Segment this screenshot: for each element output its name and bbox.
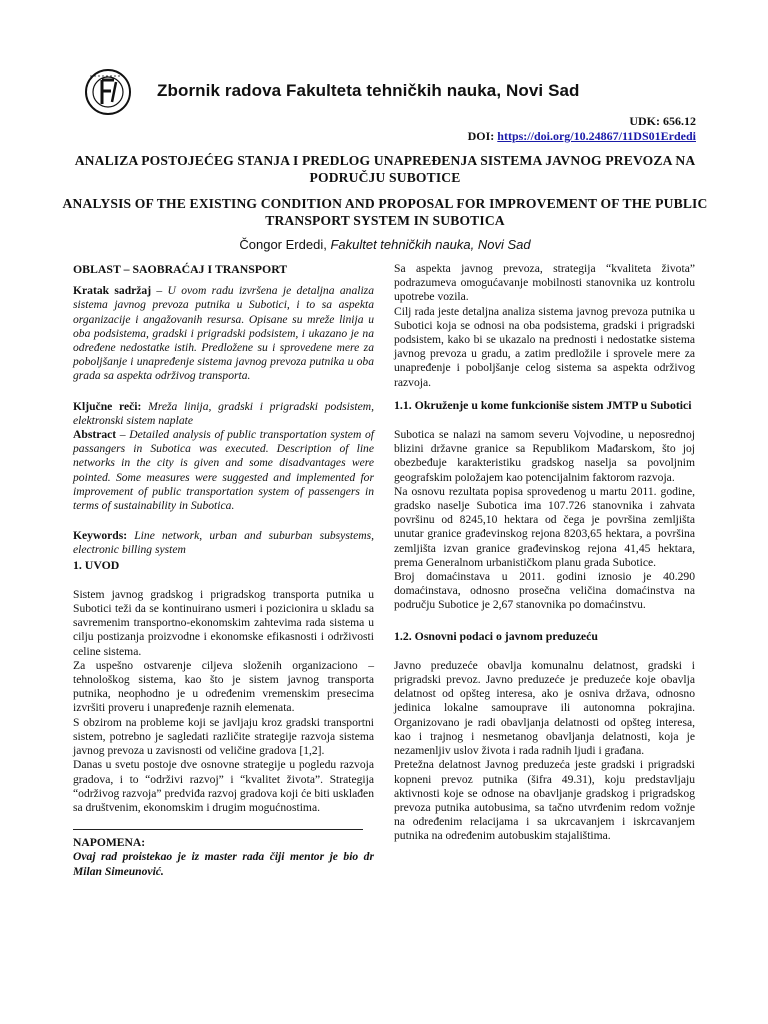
- faculty-logo-icon: [72, 66, 144, 118]
- title-serbian: ANALIZA POSTOJEĆEG STANJA I PREDLOG UNAPREĐENJA SISTEMA JAVNOG PREVOZA NA PODRUČJU SUBOTICE: [74, 153, 696, 185]
- article-meta: [468, 114, 696, 144]
- right-paragraph-2: Cilj rada jeste detaljna analiza sistema javnog prevoza putnika u Subotici koja se odnosi na oba podsistema, gradski i prigradski podsistem, kako bi se ukazalo na prednosti i nedostatke sistema javnog prevoza u gradu, a zatim predložile i sprovele mere za unapređenje i poboljšanje celog sistema sa aspekta održivog razvoja.: [394, 304, 695, 389]
- title-english: ANALYSIS OF THE EXISTING CONDITION AND PROPOSAL FOR IMPROVEMENT OF THE PUBLIC TRANSPORT SYSTEM IN SUBOTICA: [62, 196, 708, 228]
- author-affiliation: Fakultet tehničkih nauka, Novi Sad: [330, 237, 531, 252]
- abstract-label: Abstract: [73, 428, 117, 442]
- left-column: [73, 262, 374, 879]
- note-text: Ovaj rad proistekao je iz master rada čiji mentor je bio dr Milan Simeunović.: [73, 850, 374, 878]
- keywords-en-paragraph: [73, 529, 374, 557]
- area-heading: OBLAST – SAOBRAĆAJ I TRANSPORT: [73, 262, 288, 276]
- udk-code: UDK: 656.12: [629, 114, 696, 128]
- abstract-paragraph: [73, 428, 374, 513]
- author-line: [60, 237, 710, 252]
- intro-paragraph-4: Danas u svetu postoje dve osnovne strategije u pogledu razvoja gradova, i to “održivi razvoj” i “kvalitet života”. Strategija “održivog razvoja” predviđa razvoj gradova koji će biti usklađen sa društvenim, ekonomskim i drugim mogućnostima.: [73, 758, 374, 814]
- abstract-text: – Detailed analysis of public transportation system of passangers in Subotica was executed. Description of line networks in the city is given and some disadvantages were pointed. Some measures were suggested and implemented for improvement of public transportation system of passengers in terms of sustainability in Subotica.: [73, 428, 374, 513]
- intro-heading: 1. UVOD: [73, 557, 120, 572]
- keywords-en-text: Line network, urban and suburban subsystems, electronic billing system: [73, 529, 374, 557]
- journal-header: [72, 66, 712, 118]
- keywords-sr-label: Ključne reči:: [73, 399, 142, 413]
- doi-line: [468, 129, 696, 144]
- right-paragraph-4: Na osnovu rezultata popisa sprovedenog u martu 2011. godine, gradsko naselje Subotica ima 107.726 stanovnika i zahvata površinu od 8245,10 hektara od čega je površina zemljišta unutar granice građevinskog rejona 8203,65 hektara, a površina zemljišta izvan granice građevinskog rejona 41,45 hektara, prema Generalnom urbanističkom planu grada Subotice.: [394, 484, 695, 569]
- journal-title: Zbornik radova Fakulteta tehničkih nauka, Novi Sad: [157, 81, 580, 100]
- section-1-1-heading: 1.1. Okruženje u kome funkcioniše sistem JMTP u Subotici: [394, 397, 692, 412]
- summary-text: – U ovom radu izvršena je detaljna analiza sistema javnog prevoza putnika u Subotici, i to sa aspekta organizacije i angažovanih resursa. Opisane su mreže linija u oba podsistema, gradski i prigradski podsistem, i ukazano je na određene nedostatke istih. Predložene su i sprovedene mere za poboljšanje i unapređenje sistema javnog prevoza putnika u oba grada sa aspekta održivog transporta.: [73, 284, 374, 383]
- summary-paragraph: [73, 284, 374, 383]
- right-paragraph-3: Subotica se nalazi na samom severu Vojvodine, u neposrednoj blizini državne granice sa Republikom Mađarskom, što joj obezbeđuje karakteristiku gradskog naselja sa povoljnim geografskim položajem kao potencijalnim faktorom razvoja.: [394, 428, 695, 484]
- doi-link[interactable]: https://doi.org/10.24867/11DS01Erdedi: [497, 129, 696, 143]
- intro-paragraph-2: Za uspešno ostvarenje ciljeva složenih organizaciono – tehnološkog sistema, kao što je sistem javnog transporta putnika, neophodno je u određenim vremenskim presecima izvršiti proveru i unapređenje raznih elemenata.: [73, 658, 374, 715]
- intro-paragraph-1: Sistem javnog gradskog i prigradskog transporta putnika u Subotici teži da se kontinuirano usmeri i pozicionira u skladu sa savremenim transportno-ekonomskim zahtevima rada sistema u cilju postizanja proizvodne i ekonomske efikasnosti i održivosti celine sistema.: [73, 587, 374, 658]
- summary-label: Kratak sadržaj: [73, 284, 152, 298]
- keywords-sr-paragraph: [73, 400, 374, 428]
- doi-label: DOI:: [467, 129, 498, 143]
- right-paragraph-1: Sa aspekta javnog prevoza, strategija “kvaliteta života” podrazumeva omogućavanje mobilnosti stanovnika uz kontrolu upotrebe vozila.: [394, 262, 695, 304]
- right-paragraph-6: Javno preduzeće obavlja komunalnu delatnost, gradski i prigradski prevoz. Javno preduzeće je preduzeće koje obavlja delatnost od opšteg interesa, ako je osniva država, odnosno jedinica lokalne samouprave ili autonomna pokrajina. Organizovano je radi obavljanja delatnosti od opšteg interesa, kao i trajnog i nesmetanog obavljanja delatnosti, koja je nezamenljiv uslov života i rada radnih ljudi i građana.: [394, 658, 695, 758]
- right-column: [394, 262, 695, 844]
- right-paragraph-5: Broj domaćinstava u 2011. godini iznosio je 40.290 domaćinstava, odnosno prosečna veličina domaćinstva na području Subotice je 2,67 stanovnika po domaćinstvu.: [394, 570, 695, 612]
- author-name: Čongor Erdedi,: [239, 237, 331, 252]
- intro-paragraph-3: S obzirom na probleme koji se javljaju kroz gradski transportni sistem, potrebno je sagledati različite strategije razvoja sistema javnog prevoza u zavisnosti od veličine gradova [1,2].: [73, 715, 374, 758]
- footnote-divider: [73, 829, 363, 830]
- keywords-en-label: Keywords:: [73, 529, 128, 543]
- note-label: NAPOMENA:: [73, 836, 146, 850]
- keywords-sr-text: Mreža linija, gradski i prigradski podsistem, elektronski sistem naplate: [73, 399, 374, 427]
- right-paragraph-7: Pretežna delatnost Javnog preduzeća jeste gradski i prigradski kopneni prevoz putnika (šifra 49.31), koju predstavljaju aktivnosti koje se odnose na obavljanje gradskog i prigradskog prevoza putnika autobusima, sa tačno utvrđenim redom vožnje na određenim relacijama i sa ukrcavanjem i iskrcavanjem putnika na određenim autobuskim stajalištima.: [394, 758, 695, 843]
- section-1-2-heading: 1.2. Osnovni podaci o javnom preduzeću: [394, 628, 598, 643]
